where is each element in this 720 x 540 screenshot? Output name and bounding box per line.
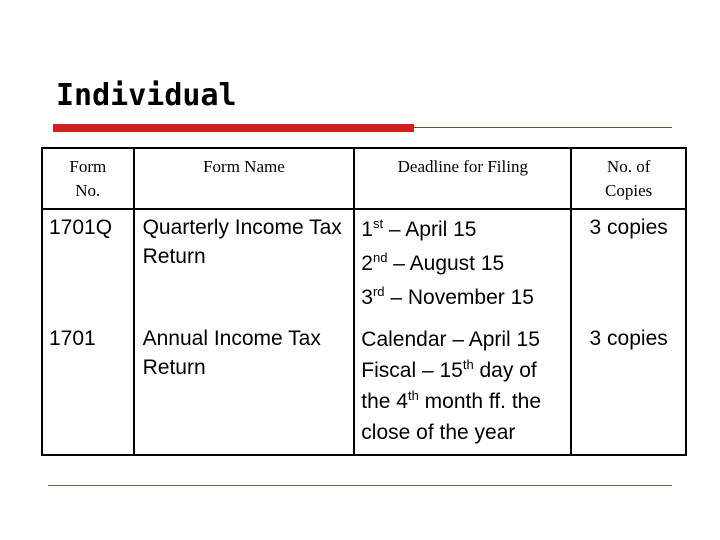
- cell-form-name: Quarterly Income Tax Return: [134, 209, 355, 321]
- footer-rule: [48, 485, 672, 486]
- deadline-fiscal: Fiscal – 15th day of the 4th month ff. the close of the year: [361, 357, 542, 444]
- deadline-calendar: Calendar – April 15: [361, 328, 540, 351]
- header-copies: No. of Copies: [571, 148, 686, 209]
- header-deadline: Deadline for Filing: [354, 148, 571, 209]
- filing-table: [41, 147, 687, 456]
- deadline-line: 3rd – November 15: [361, 284, 534, 309]
- cell-copies: 3 copies: [571, 209, 686, 321]
- deadline-line: 1st – April 15: [361, 216, 477, 241]
- page-title: Individual: [56, 78, 237, 113]
- table-header-row: [42, 148, 686, 209]
- cell-form-no: 1701Q: [42, 209, 134, 321]
- header-form-name: Form Name: [134, 148, 355, 209]
- table-row: [42, 321, 686, 455]
- cell-copies: 3 copies: [571, 321, 686, 455]
- header-form-no: Form No.: [42, 148, 134, 209]
- table-row: [42, 209, 686, 321]
- cell-deadline: [354, 321, 571, 455]
- title-underline-thin: [414, 127, 672, 128]
- cell-form-name: Annual Income Tax Return: [134, 321, 355, 455]
- cell-deadline: [354, 209, 571, 321]
- cell-form-no: 1701: [42, 321, 134, 455]
- title-underline-thick: [53, 124, 414, 132]
- deadline-line: 2nd – August 15: [361, 250, 505, 275]
